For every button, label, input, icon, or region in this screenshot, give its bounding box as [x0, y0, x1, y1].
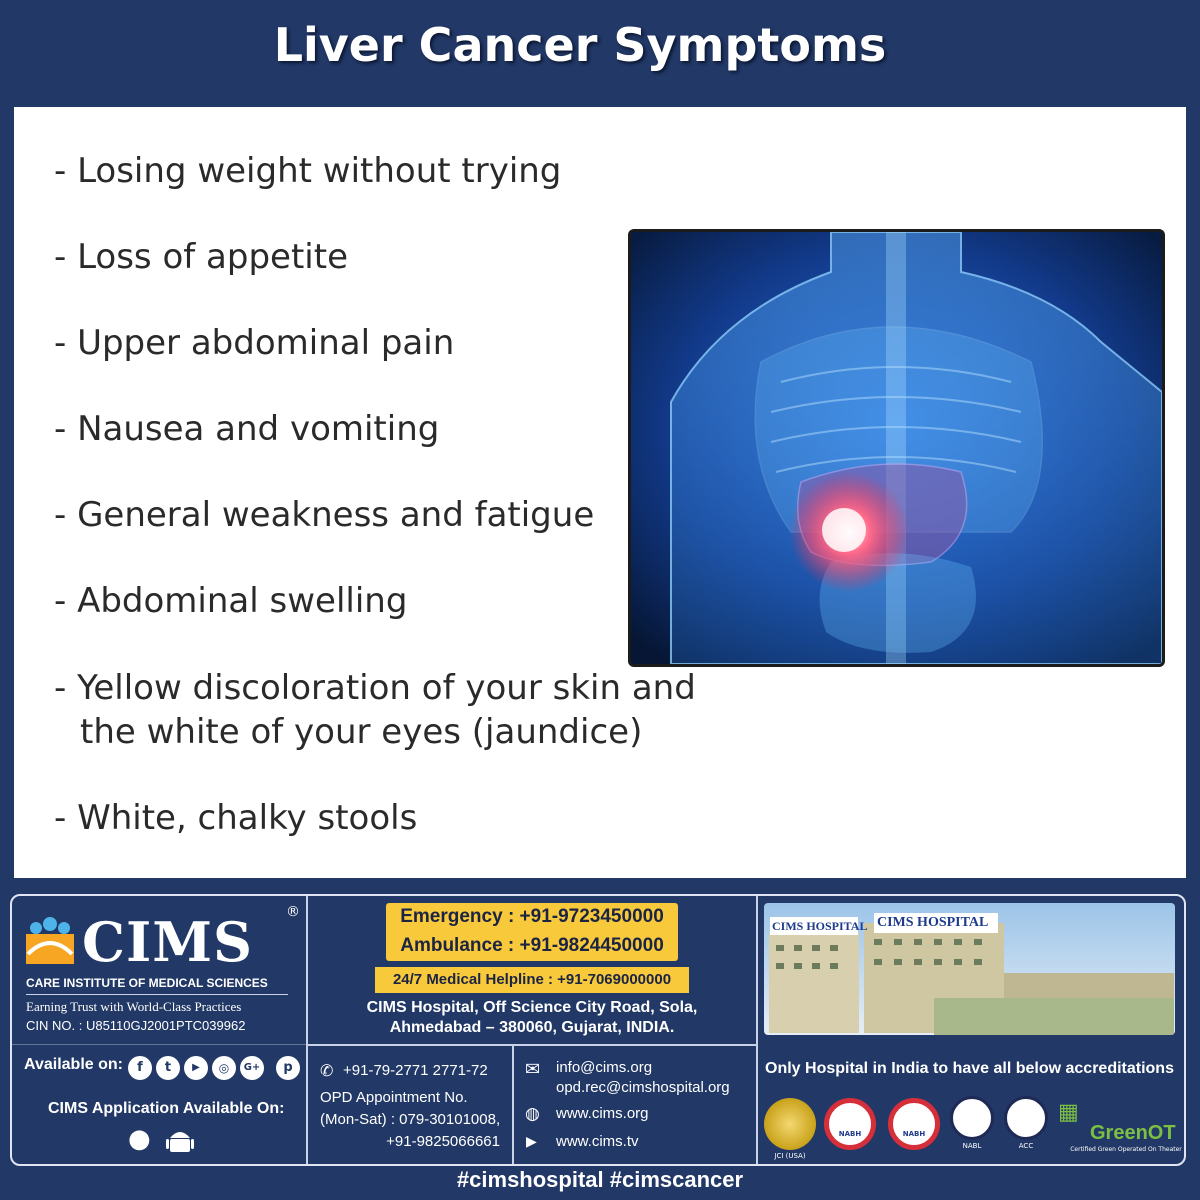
nabh-caption: NABH [838, 1130, 862, 1138]
pinterest-icon[interactable]: p [276, 1056, 300, 1080]
cin-number: CIN NO. : U85110GJ2001PTC039962 [26, 1018, 246, 1033]
email-link[interactable]: info@cims.org [556, 1059, 653, 1076]
nabh-seal-icon [888, 1098, 940, 1150]
building-sign: CIMS HOSPITAL [772, 919, 868, 933]
acc-seal-icon [1004, 1096, 1048, 1140]
symptom-item: - Upper abdominal pain [54, 323, 455, 363]
website-link[interactable]: www.cims.org [556, 1105, 649, 1122]
greenot-grid-icon: ▦ [1058, 1100, 1079, 1125]
phone-icon: ✆ [320, 1061, 334, 1080]
logo-wordmark: CIMS [82, 910, 254, 974]
nabh-seal-icon [824, 1098, 876, 1150]
symptom-item: - Losing weight without trying [54, 151, 562, 191]
building-sign: CIMS HOSPITAL [877, 915, 989, 930]
youtube-icon[interactable]: ▶ [184, 1056, 208, 1080]
facebook-icon[interactable]: f [128, 1056, 152, 1080]
twitter-icon[interactable]: t [156, 1056, 180, 1080]
email-link[interactable]: opd.rec@cimshospital.org [556, 1079, 730, 1096]
available-on-label: Available on: [24, 1056, 123, 1073]
nabl-caption: NABL [962, 1142, 982, 1150]
hashtags: #cimshospital #cimscancer [456, 1167, 744, 1192]
page-title: Liver Cancer Symptoms [273, 18, 887, 72]
symptom-item: - Yellow discoloration of your skin and [54, 668, 696, 708]
google-plus-icon[interactable]: G+ [240, 1056, 264, 1080]
opd-mobile[interactable]: +91-9825066661 [386, 1133, 500, 1150]
divider [12, 1044, 306, 1045]
symptom-item: - Nausea and vomiting [54, 409, 440, 449]
accreditation-text: Only Hospital in India to have all below accreditations [765, 1060, 1174, 1077]
opd-label: OPD Appointment No. [320, 1089, 468, 1106]
symptom-item: - White, chalky stools [54, 798, 418, 838]
symptom-item: - General weakness and fatigue [54, 495, 595, 535]
symptoms-panel [14, 107, 1186, 878]
tv-icon: ▶ [526, 1134, 537, 1150]
logo-full-name: CARE INSTITUTE OF MEDICAL SCIENCES [26, 976, 268, 990]
divider [756, 896, 758, 1164]
torso-xray-image [631, 232, 1162, 664]
android-icon[interactable] [166, 1126, 194, 1156]
tv-link[interactable]: www.cims.tv [556, 1133, 639, 1150]
symptom-item: - Loss of appetite [54, 237, 348, 277]
greenot-caption: Certified Green Operated On Theater [1070, 1146, 1182, 1153]
address-line: CIMS Hospital, Off Science City Road, Sola, [366, 999, 698, 1016]
instagram-icon[interactable]: ◎ [212, 1056, 236, 1080]
opd-number[interactable]: (Mon-Sat) : 079-30101008, [320, 1111, 501, 1128]
ambulance-number[interactable]: Ambulance : +91-9824450000 [400, 935, 664, 956]
family-logo-icon [24, 914, 76, 966]
nabh-caption: NABH [902, 1130, 926, 1138]
globe-icon: ◍ [525, 1104, 540, 1124]
jci-caption: JCI (USA) [774, 1152, 806, 1160]
phone-number[interactable]: +91-79-2771 2771-72 [343, 1062, 488, 1079]
address-line: Ahmedabad – 380060, Gujarat, INDIA. [389, 1019, 675, 1036]
divider [308, 1044, 756, 1046]
emergency-number[interactable]: Emergency : +91-9723450000 [400, 906, 664, 927]
mail-icon: ✉ [525, 1059, 541, 1080]
logo-tagline: Earning Trust with World-Class Practices [26, 999, 242, 1014]
apple-icon[interactable]: ● [128, 1124, 151, 1154]
registered-mark: ® [286, 904, 300, 920]
divider [512, 1044, 514, 1164]
symptom-item: - Abdominal swelling [54, 581, 408, 621]
greenot-logo: GreenOT [1090, 1122, 1176, 1144]
liver-illustration [628, 229, 1165, 667]
helpline-number[interactable]: 24/7 Medical Helpline : +91-7069000000 [375, 967, 689, 993]
hospital-building-photo [764, 903, 1175, 1035]
divider [26, 994, 288, 995]
jci-seal-icon [764, 1098, 816, 1150]
acc-caption: ACC [1018, 1142, 1034, 1150]
nabl-seal-icon [950, 1096, 994, 1140]
app-available-label: CIMS Application Available On: [48, 1100, 285, 1117]
symptom-item-continuation: the white of your eyes (jaundice) [80, 712, 643, 752]
